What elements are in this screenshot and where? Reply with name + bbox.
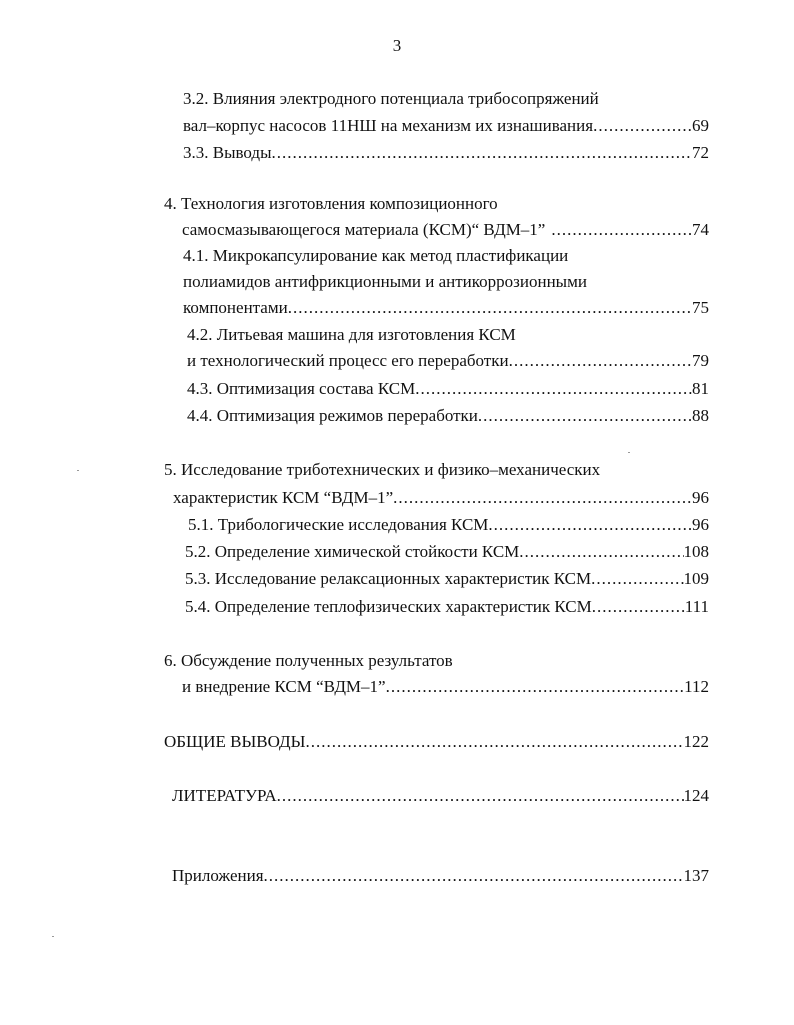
leader-dots xyxy=(415,378,692,400)
toc-4-title: 4. Технология изготовления композиционного xyxy=(164,194,498,213)
toc-5-title: 5. Исследование триботехнических и физико–механических xyxy=(164,460,601,479)
toc-4-1-page: 75 xyxy=(692,298,709,317)
toc-conclusions-label: ОБЩИЕ ВЫВОДЫ xyxy=(164,732,306,751)
toc-6-label: и внедрение КСМ “ВДМ–1” xyxy=(182,677,386,696)
toc-3-3-page: 72 xyxy=(692,143,709,162)
toc-4-1-entry[interactable] xyxy=(183,297,709,319)
toc-5-3-label: 5.3. Исследование релаксационных характеристик КСМ xyxy=(185,569,592,588)
toc-4-1-title: 4.1. Микрокапсулирование как метод пластификации xyxy=(183,246,569,265)
leader-dots xyxy=(277,785,684,807)
toc-4-4-label: 4.4. Оптимизация режимов переработки xyxy=(187,406,478,425)
toc-4-page: 74 xyxy=(692,220,709,239)
leader-dots xyxy=(393,487,692,509)
toc-5-4-page: 111 xyxy=(684,597,709,616)
toc-4-3-entry[interactable] xyxy=(187,378,709,400)
leader-dots xyxy=(593,115,692,137)
toc-4-2-label: и технологический процесс его переработки xyxy=(187,351,509,370)
toc-5-1-page: 96 xyxy=(692,515,709,534)
toc-3-3-label: 3.3. Выводы xyxy=(183,143,272,162)
toc-literature-page: 124 xyxy=(683,786,709,805)
toc-5-3-entry[interactable] xyxy=(185,568,709,590)
toc-4-3-page: 81 xyxy=(692,379,709,398)
page-number: 3 xyxy=(392,36,402,55)
toc-5-label: характеристик КСМ “ВДМ–1” xyxy=(173,488,394,507)
leader-dots xyxy=(264,865,684,887)
toc-3-2-entry[interactable] xyxy=(183,115,709,137)
toc-6-page: 112 xyxy=(684,677,709,696)
toc-4-4-entry[interactable] xyxy=(187,405,709,427)
toc-4-2-title: 4.2. Литьевая машина для изготовления КСМ xyxy=(187,325,516,344)
toc-5-4-entry[interactable] xyxy=(185,596,709,618)
leader-dots xyxy=(488,514,692,536)
toc-3-2-title: 3.2. Влияния электродного потенциала трибосопряжений xyxy=(183,89,599,108)
toc-5-page: 96 xyxy=(692,488,709,507)
toc-5-2-label: 5.2. Определение химической стойкости КСМ xyxy=(185,542,520,561)
toc-3-3-entry[interactable] xyxy=(183,142,709,164)
toc-4-4-page: 88 xyxy=(692,406,709,425)
toc-4-1-label: компонентами xyxy=(183,298,288,317)
toc-4-entry[interactable] xyxy=(182,219,709,241)
toc-5-1-entry[interactable] xyxy=(188,514,709,536)
leader-dots xyxy=(305,731,683,753)
leader-dots xyxy=(478,405,692,427)
leader-dots xyxy=(551,219,692,241)
toc-literature-label: ЛИТЕРАТУРА xyxy=(172,786,277,805)
toc-5-3-page: 109 xyxy=(683,569,709,588)
toc-4-label: самосмазывающегося материала (КСМ)“ ВДМ–1” xyxy=(182,220,546,239)
toc-5-2-page: 108 xyxy=(683,542,709,561)
toc-conclusions-page: 122 xyxy=(683,732,709,751)
toc-5-entry[interactable] xyxy=(173,487,709,509)
toc-literature-entry[interactable] xyxy=(172,785,709,807)
toc-3-2-label: вал–корпус насосов 11НШ на механизм их изнашивания xyxy=(183,116,594,135)
leader-dots xyxy=(591,568,683,590)
toc-4-3-label: 4.3. Оптимизация состава КСМ xyxy=(187,379,416,398)
leader-dots xyxy=(519,541,683,563)
toc-3-2-page: 69 xyxy=(692,116,709,135)
leader-dots xyxy=(509,350,692,372)
leader-dots xyxy=(288,297,692,319)
scan-speck xyxy=(77,470,79,471)
toc-4-2-page: 79 xyxy=(692,351,709,370)
toc-appendices-label: Приложения xyxy=(172,866,264,885)
toc-5-4-label: 5.4. Определение теплофизических характеристик КСМ xyxy=(185,597,592,616)
toc-6-title: 6. Обсуждение полученных результатов xyxy=(164,651,453,670)
scan-speck xyxy=(628,452,630,453)
toc-5-2-entry[interactable] xyxy=(185,541,709,563)
toc-6-entry[interactable] xyxy=(182,676,709,698)
toc-appendices-entry[interactable] xyxy=(172,865,709,887)
toc-4-1-title-cont: полиамидов антифрикционными и антикоррозионными xyxy=(183,272,587,291)
leader-dots xyxy=(386,676,685,698)
toc-appendices-page: 137 xyxy=(683,866,709,885)
toc-conclusions-entry[interactable] xyxy=(164,731,709,753)
leader-dots xyxy=(272,142,692,164)
leader-dots xyxy=(592,596,685,618)
scan-speck xyxy=(52,936,54,937)
toc-4-2-entry[interactable] xyxy=(187,350,709,372)
toc-5-1-label: 5.1. Трибологические исследования КСМ xyxy=(188,515,489,534)
